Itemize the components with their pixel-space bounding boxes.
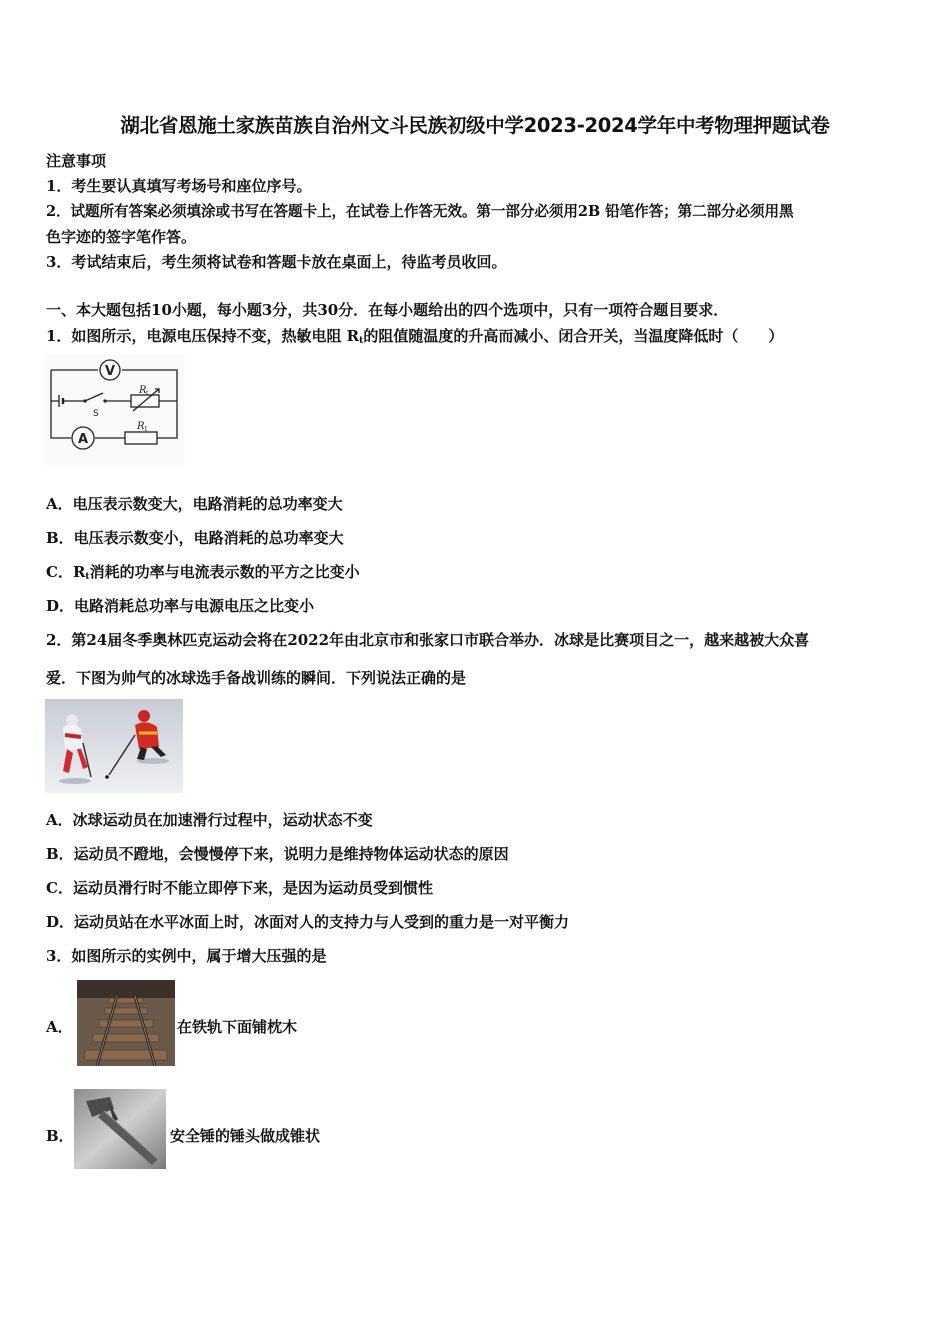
- q2-stem-line2: 爱．下图为帅气的冰球选手备战训练的瞬间．下列说法正确的是: [46, 669, 467, 687]
- rt-sub-label: t: [146, 390, 149, 397]
- q2-option-c: C．运动员滑行时不能立即停下来，是因为运动员受到惯性: [46, 879, 433, 897]
- exam-title: 湖北省恩施土家族苗族自治州文斗民族初级中学2023-2024学年中考物理押题试卷: [120, 114, 830, 137]
- notice-item-1: 1．考生要认真填写考场号和座位序号。: [46, 177, 312, 195]
- notice-item-2: 2．试题所有答案必须填涂或书写在答题卡上，在试卷上作答无效。第一部分必须用2B 铅笔作答；第二部分必须用黑: [46, 203, 794, 220]
- q3-hammer-image: [74, 1089, 166, 1169]
- q3-option-b-text: 安全锤的锤头做成锥状: [170, 1127, 321, 1145]
- q1-option-c-sub: t: [85, 572, 90, 582]
- q2-hockey-photo: [45, 699, 183, 793]
- q2-option-a: A．冰球运动员在加速滑行过程中，运动状态不变: [46, 811, 373, 829]
- q3-railway-image: [77, 980, 175, 1066]
- section-heading: 一、本大题包括10小题，每小题3分，共30分．在每小题给出的四个选项中，只有一项符合题目要求．: [46, 301, 729, 319]
- q2-option-d: D．运动员站在水平冰面上时，冰面对人的支持力与人受到的重力是一对平衡力: [46, 913, 570, 931]
- q3-option-a-label: A．: [46, 1018, 73, 1036]
- q3-option-a-text: 在铁轨下面铺枕木: [177, 1018, 298, 1036]
- q1-option-b: B．电压表示数变小，电路消耗的总功率变大: [46, 529, 344, 547]
- hockey-players-image: [45, 699, 183, 793]
- notice-heading: 注意事项: [46, 152, 107, 170]
- q2-stem-line1: 2．第24届冬季奥林匹克运动会将在2022年由北京市和张家口市联合举办．冰球是比赛项目之一，越来越被大众喜: [46, 631, 810, 649]
- r1-sub-label: 1: [144, 426, 148, 433]
- q3-option-b-label: B．: [46, 1127, 74, 1145]
- q1-stem-b: 的阻值随温度的升高而减小、闭合开关，当温度降低时（ ）: [363, 327, 784, 345]
- q1-option-c-a: C．R: [46, 563, 86, 581]
- safety-hammer-image: [74, 1089, 166, 1169]
- q1-option-c: [46, 562, 360, 587]
- notice-item-2-cont: 色字迹的签字笔作答。: [46, 228, 197, 246]
- q1-stem-a: 1．如图所示，电源电压保持不变，热敏电阻 R: [46, 327, 360, 345]
- q1-option-a: A．电压表示数变大，电路消耗的总功率变大: [46, 495, 343, 513]
- switch-label: S: [93, 409, 99, 419]
- circuit-diagram: [45, 355, 185, 465]
- r1-label: R: [137, 421, 145, 432]
- q1-option-d: D．电路消耗总功率与电源电压之比变小: [46, 597, 315, 615]
- rt-label: R: [139, 385, 147, 396]
- q3-stem: 3．如图所示的实例中，属于增大压强的是: [46, 947, 327, 965]
- q1-circuit-figure: [45, 355, 185, 465]
- voltmeter-label: V: [104, 364, 116, 379]
- q1-stem: [46, 326, 783, 351]
- q2-option-b: B．运动员不蹬地，会慢慢停下来，说明力是维持物体运动状态的原因: [46, 845, 509, 863]
- q1-stem-sub: t: [359, 336, 364, 346]
- notice-item-3: 3．考试结束后，考生须将试卷和答题卡放在桌面上，待监考员收回。: [46, 253, 507, 271]
- q1-option-c-b: 消耗的功率与电流表示数的平方之比变小: [89, 563, 360, 581]
- railway-tracks-image: [77, 980, 175, 1066]
- ammeter-label: A: [77, 432, 89, 447]
